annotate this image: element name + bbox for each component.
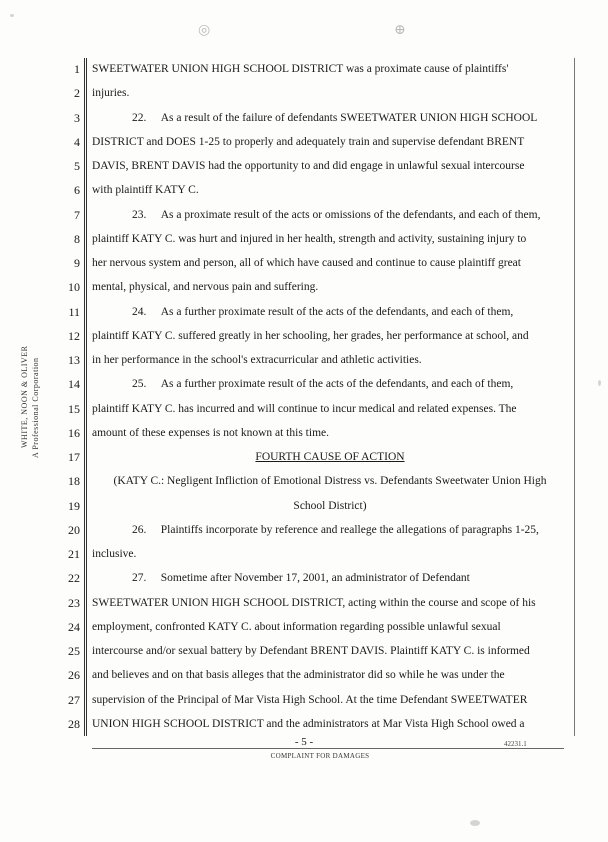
cause-of-action-subheading: School District) <box>293 499 367 512</box>
line-number: 28 <box>68 716 80 731</box>
scan-speck <box>598 380 601 386</box>
text-line: injuries. <box>92 87 130 100</box>
left-margin-rule-double <box>86 58 87 736</box>
cause-of-action-heading: FOURTH CAUSE OF ACTION <box>255 451 405 463</box>
line-number: 14 <box>68 377 80 392</box>
text-line: plaintiff KATY C. was hurt and injured in her health, strength and activity, sustaining injury to <box>92 232 527 245</box>
document-code: 42231.1 <box>504 740 527 748</box>
text-line: 27. Sometime after November 17, 2001, an administrator of Defendant <box>132 572 470 585</box>
text-line: 26. Plaintiffs incorporate by reference and reallege the allegations of paragraphs 1-25, <box>132 523 539 536</box>
text-line: UNION HIGH SCHOOL DISTRICT and the administrators at Mar Vista High School owed a <box>92 717 525 730</box>
text-line: and believes and on that basis alleges that the administrator did so while he was under the <box>92 669 505 682</box>
line-number: 16 <box>68 425 80 440</box>
line-number: 6 <box>74 183 80 198</box>
line-number: 7 <box>74 207 80 222</box>
line-number: 23 <box>68 595 80 610</box>
line-number: 8 <box>74 231 80 246</box>
footer-title: COMPLAINT FOR DAMAGES <box>270 752 370 760</box>
line-number: 21 <box>68 547 80 561</box>
text-line: with plaintiff KATY C. <box>92 184 199 197</box>
text-line: in her performance in the school's extracurricular and athletic activities. <box>92 354 422 366</box>
line-number: 15 <box>68 401 80 416</box>
line-number: 26 <box>68 668 80 683</box>
cause-of-action-subheading: (KATY C.: Negligent Infliction of Emotional Distress vs. Defendants Sweetwater Union High <box>113 475 547 488</box>
text-line: intercourse and/or sexual battery by Defendant BRENT DAVIS. Plaintiff KATY C. is informed <box>92 645 530 657</box>
line-number: 17 <box>68 450 80 464</box>
line-number: 10 <box>68 280 80 295</box>
scan-speck <box>470 820 480 826</box>
line-number: 2 <box>74 86 80 101</box>
punch-hole-mark-right: ⊕ <box>394 23 406 38</box>
text-line: SWEETWATER UNION HIGH SCHOOL DISTRICT was a proximate cause of plaintiffs' <box>92 63 509 75</box>
line-number: 4 <box>74 134 80 149</box>
line-number: 13 <box>68 353 80 367</box>
text-line: SWEETWATER UNION HIGH SCHOOL DISTRICT, acting within the course and scope of his <box>92 596 536 609</box>
text-line: supervision of the Principal of Mar Vista High School. At the time Defendant SWEETWATER <box>92 693 528 706</box>
text-line: employment, confronted KATY C. about information regarding possible unlawful sexual <box>92 620 501 633</box>
footer-rule <box>92 748 564 749</box>
line-number: 27 <box>68 692 80 707</box>
firm-subtitle: A Professional Corporation <box>31 357 40 458</box>
firm-name-sidebar <box>20 318 44 458</box>
text-line: plaintiff KATY C. has incurred and will continue to incur medical and related expenses. The <box>92 402 517 415</box>
scan-speck <box>10 14 14 17</box>
text-line: plaintiff KATY C. suffered greatly in her schooling, her grades, her performance at school, and <box>92 329 529 342</box>
line-number: 18 <box>68 474 80 489</box>
line-number: 9 <box>74 256 80 270</box>
punch-hole-mark-left: ◎ <box>198 23 211 38</box>
text-line: inclusive. <box>92 548 137 560</box>
line-number: 5 <box>74 159 80 173</box>
line-number: 12 <box>68 328 80 343</box>
text-line: 24. As a further proximate result of the acts of the defendants, and each of them, <box>132 305 514 318</box>
line-number: 11 <box>68 304 80 319</box>
text-line: mental, physical, and nervous pain and suffering. <box>92 281 319 294</box>
line-number: 3 <box>74 110 80 125</box>
line-number: 22 <box>68 571 80 586</box>
text-line: 22. As a result of the failure of defendants SWEETWATER UNION HIGH SCHOOL <box>132 111 538 124</box>
line-number: 25 <box>68 644 80 658</box>
line-number: 24 <box>68 619 80 634</box>
text-line: DAVIS, BRENT DAVIS had the opportunity to and did engage in unlawful sexual intercourse <box>92 160 525 172</box>
text-line: amount of these expenses is not known at this time. <box>92 426 329 439</box>
line-number: 20 <box>68 522 80 537</box>
firm-name: WHITE, NOON & OLIVER <box>20 345 29 448</box>
line-number: 19 <box>68 498 80 513</box>
right-margin-rule <box>574 58 575 736</box>
page-number: - 5 - <box>294 736 314 748</box>
text-line: 25. As a further proximate result of the acts of the defendants, and each of them, <box>132 378 514 391</box>
text-line: 23. As a proximate result of the acts or omissions of the defendants, and each of them, <box>132 208 541 221</box>
text-line: DISTRICT and DOES 1-25 to properly and adequately train and supervise defendant BRENT <box>92 135 525 148</box>
line-number: 1 <box>74 62 80 76</box>
text-line: her nervous system and person, all of which have caused and continue to cause plaintiff great <box>92 257 521 269</box>
left-margin-rule <box>84 58 85 736</box>
